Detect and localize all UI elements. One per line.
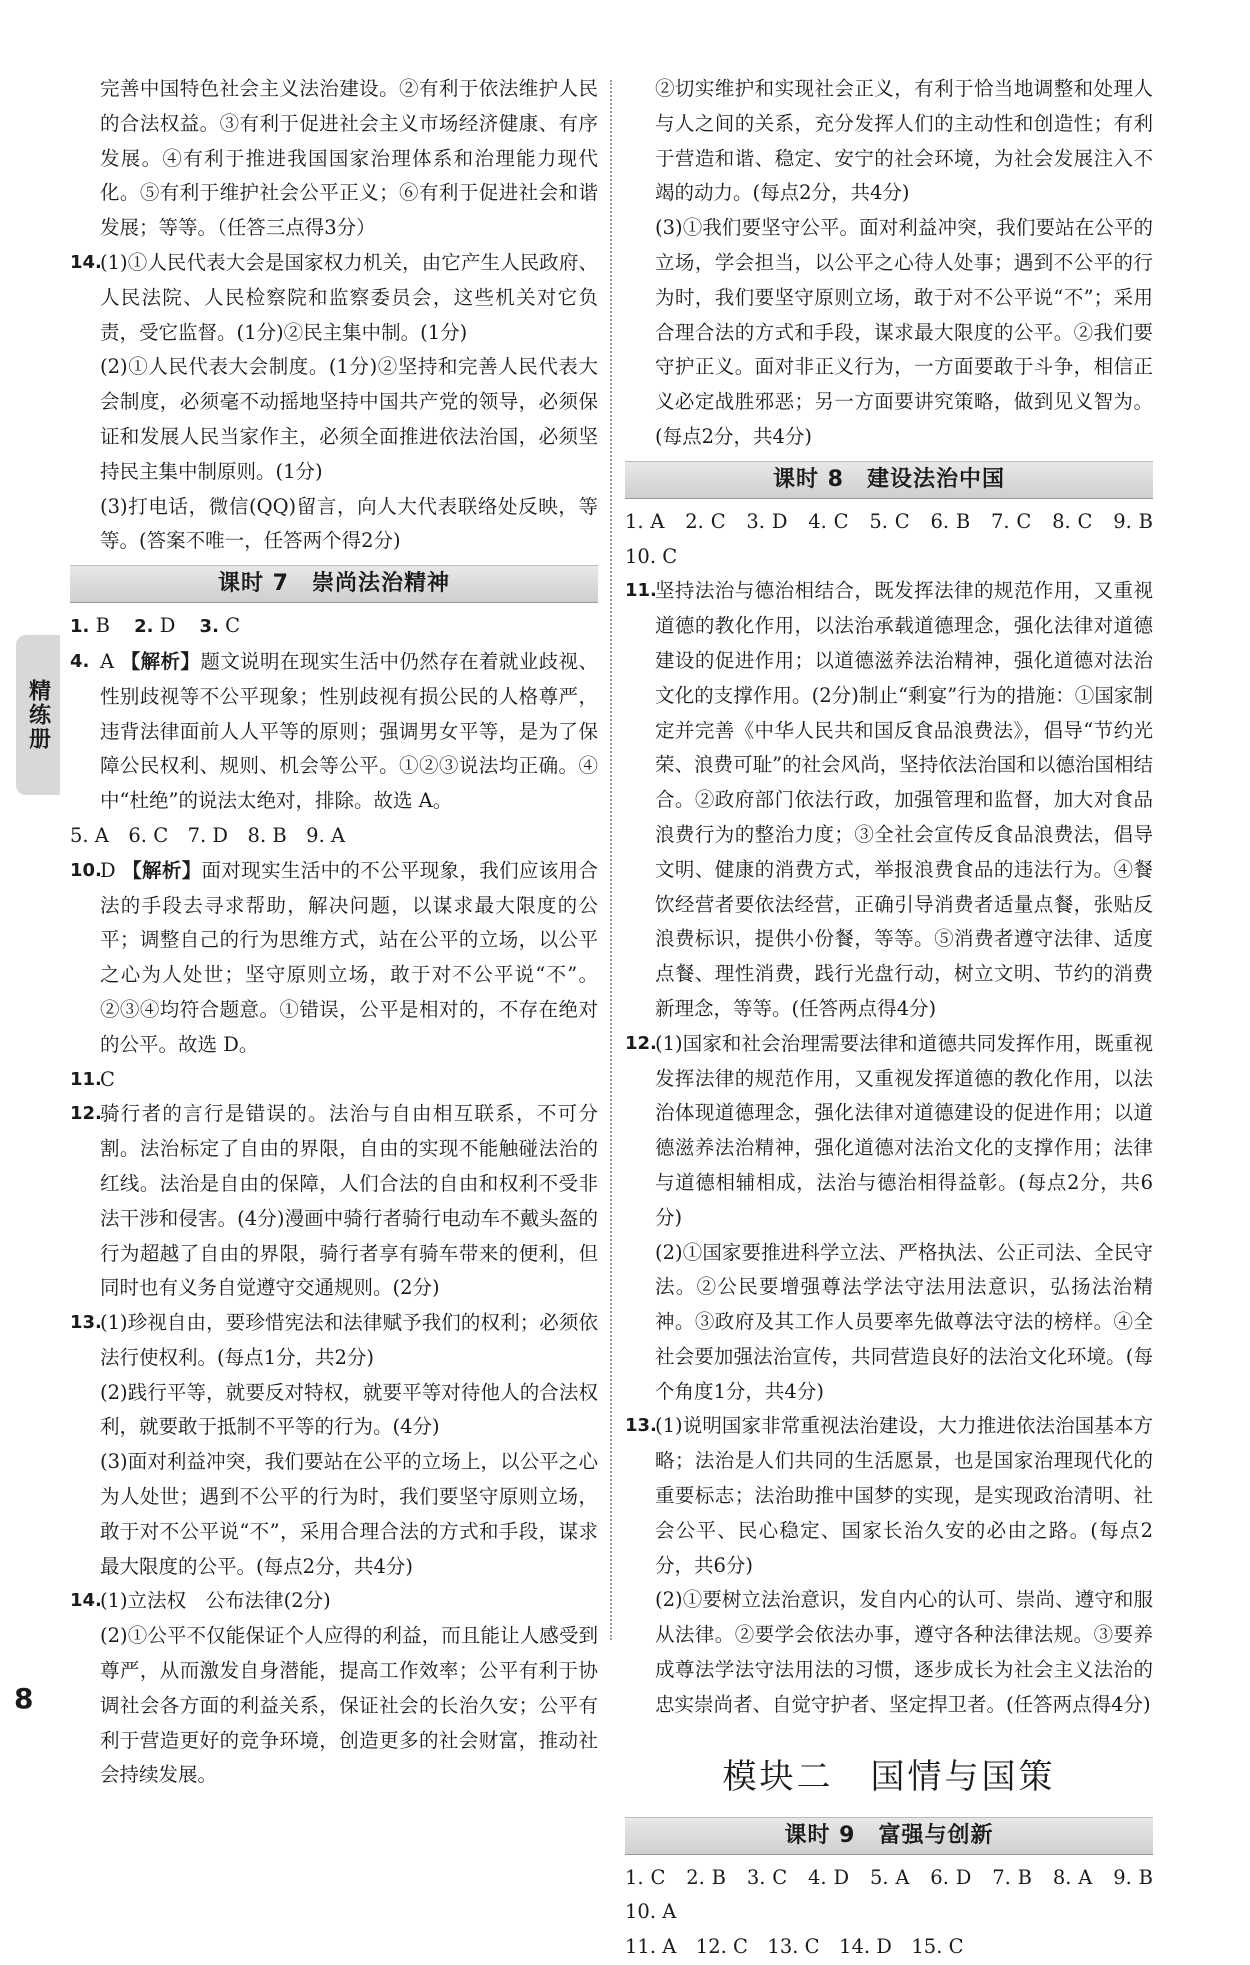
column-divider	[610, 80, 612, 1640]
analysis-tag: 【解析】	[122, 858, 202, 882]
q10-analysis: 面对现实生活中的不公平现象，我们应该用合法的手段去寻求帮助，解决问题，以谋求最大限度的公平；调整自己的行为思维方式，站在公平的立场，以公平之心为人处世；坚守原则立场，敢于对不公平说“不”。②③④均符合题意。①错误，公平是相对的，不存在绝对的公平。故选 D。	[100, 858, 598, 1056]
question-number: 13.	[625, 1415, 657, 1437]
question-number: 12.	[70, 1103, 102, 1125]
question-number: 11.	[625, 580, 657, 602]
question-number: 4.	[70, 650, 90, 672]
q13-part3: (3)面对利益冲突，我们要站在公平的立场上，以公平之心为人处世；遇到不公平的行为时，我们要坚守原则立场，敢于对不公平说“不”，采用合理合法的方式和手段，谋求最大限度的公平。(每点2分，共4分)	[100, 1450, 598, 1578]
module-title: 模块二 国情与国策	[722, 1756, 1056, 1797]
question-number: 10.	[70, 859, 102, 881]
question-14	[70, 246, 598, 350]
right-top-continuation-1: ②切实维护和实现社会正义，有利于恰当地调整和处理人与人之间的关系，充分发挥人们的主动性和创造性；有利于营造和谐、稳定、安宁的社会环境，为社会发展注入不竭的动力。(每点2分，共4分)	[655, 77, 1153, 205]
question-13	[625, 1409, 1153, 1583]
question-12	[625, 1027, 1153, 1236]
q14b-part2: (2)①公平不仅能保证个人应得的利益，而且能让人感受到尊严，从而激发自身潜能，提高工作效率；公平有利于协调社会各方面的利益关系，保证社会的长治久安；公平有利于营造更好的竞争环境，创造更多的社会财富，推动社会持续发展。	[100, 1624, 598, 1787]
question-number: 14.	[70, 1590, 102, 1612]
q13-part1: (1)说明国家非常重视法治建设，大力推进依法治国基本方略；法治是人们共同的生活愿景，也是国家治理现代化的重要标志；法治助推中国梦的实现，是实现政治清明、社会公平、民心稳定、国家长治久安的必由之路。(每点2分，共6分)	[655, 1414, 1153, 1577]
question-number: 13.	[70, 1312, 102, 1334]
q14-part1: (1)①人民代表大会是国家权力机关，由它产生人民政府、人民法院、人民检察院和监察委员会，这些机关对它负责，受它监督。(1分)②民主集中制。(1分)	[100, 250, 598, 344]
q14b-part1: (1)立法权 公布法律(2分)	[100, 1589, 331, 1613]
left-column	[70, 72, 598, 1793]
answers-1-10b: 1. C 2. B 3. C 4. D 5. A 6. D 7. B 8. A 9. B 10. A	[625, 1865, 1173, 1924]
answers-1-10: 1. A 2. C 3. D 4. C 5. C 6. B 7. C 8. C 9. B 10. C	[625, 509, 1173, 568]
q14-part3: (3)打电话，微信(QQ)留言，向人大代表联络处反映，等等。(答案不唯一，任答两个得2分)	[100, 494, 598, 553]
question-10	[70, 854, 598, 1063]
question-number: 14.	[70, 251, 102, 273]
left-top-continuation: 完善中国特色社会主义法治建设。②有利于依法维护人民的合法权益。③有利于促进社会主义市场经济健康、有序发展。④有利于推进我国国家治理体系和治理能力现代化。⑤有利于维护社会公平正义；⑥有利于促进社会和谐发展；等等。（任答三点得3分）	[100, 77, 598, 240]
answers-1-3: 1. B 2. D 3. C	[70, 614, 241, 638]
question-11	[625, 574, 1153, 1026]
q4-analysis: 题文说明在现实生活中仍然存在着就业歧视、性别歧视等不公平现象；性别歧视有损公民的人格尊严，违背法律面前人人平等的原则；强调男女平等，是为了保障公民权利、规则、机会等公平。①②③说法均正确。④中“杜绝”的说法太绝对，排除。故选 A。	[100, 649, 598, 813]
q13-part2: (2)①要树立法治意识，发自内心的认可、崇尚、遵守和服从法律。②要学会依法办事，遵守各种法律法规。③要养成尊法学法守法用法的习惯，逐步成长为社会主义法治的忠实崇尚者、自觉守护者、坚定捍卫者。(任答两点得4分)	[655, 1588, 1153, 1716]
answers-11-15: 11. A 12. C 13. C 14. D 15. C	[625, 1935, 964, 1959]
q13-part2: (2)践行平等，就要反对特权，就要平等对待他人的合法权利，就要敢于抵制不平等的行为。(4分)	[100, 1380, 598, 1439]
right-top-continuation-2: (3)①我们要坚守公平。面对利益冲突，我们要站在公平的立场，学会担当，以公平之心待人处事；遇到不公平的行为时，我们要坚守原则立场，敢于对不公平说“不”；采用合理合法的方式和手段，谋求最大限度的公平。②我们要守护正义。面对非正义行为，一方面要敢于斗争，相信正义必定战胜邪恶；另一方面要讲究策略，做到见义智为。(每点2分，共4分)	[655, 216, 1153, 448]
lesson7-heading: 课时 7 崇尚法治精神	[70, 565, 598, 603]
q12-part1: (1)国家和社会治理需要法律和道德共同发挥作用，既重视发挥法律的规范作用，又重视发挥道德的教化作用，以法治体现道德理念，强化法律对道德建设的促进作用；以道德滋养法治精神，强化道德对法治文化的支撑作用；法律与道德相辅相成，法治与德治相得益彰。(每点2分，共6分)	[655, 1031, 1153, 1229]
answers-5-9: 5. A 6. C 7. D 8. B 9. A	[70, 823, 346, 847]
side-tab-label: 精练册	[16, 635, 60, 795]
analysis-tag: 【解析】	[120, 649, 201, 673]
right-column	[625, 72, 1173, 1965]
q12-part2: (2)①国家要推进科学立法、严格执法、公正司法、全民守法。②公民要增强尊法学法守法用法意识，弘扬法治精神。③政府及其工作人员要率先做尊法守法的榜样。④全社会要加强法治宣传，共同营造良好的法治文化环境。(每个角度1分，共4分)	[655, 1240, 1153, 1403]
question-number: 11.	[70, 1068, 102, 1090]
q4-answer: A	[100, 649, 115, 673]
question-13	[70, 1306, 598, 1376]
q13-part1: (1)珍视自由，要珍惜宪法和法律赋予我们的权利；必须依法行使权利。(每点1分，共2分)	[100, 1311, 598, 1369]
question-12	[70, 1097, 598, 1306]
question-4	[70, 645, 598, 819]
q10-answer: D	[100, 858, 116, 882]
q11-text: 坚持法治与德治相结合，既发挥法律的规范作用，又重视道德的教化作用，以法治承载道德理念，强化法律对道德建设的促进作用；以道德滋养法治精神，强化道德对法治文化的支撑作用。(2分)制止“剩宴”行为的措施：①国家制定并完善《中华人民共和国反食品浪费法》，倡导“节约光荣、浪费可耻”的社会风尚，坚持依法治国和以德治国相结合。②政府部门依法行政，加强管理和监督，加大对食品浪费行为的整治力度；③全社会宣传反食品浪费法，倡导文明、健康的消费方式，举报浪费食品的违法行为。④餐饮经营者要依法经营，正确引导消费者适量点餐，张贴反浪费标识，提供小份餐，等等。⑤消费者遵守法律、适度点餐、理性消费，践行光盘行动，树立文明、节约的消费新理念，等等。(任答两点得4分)	[655, 579, 1153, 1020]
lesson9-heading: 课时 9 富强与创新	[625, 1817, 1153, 1855]
q12-text: 骑行者的言行是错误的。法治与自由相互联系，不可分割。法治标定了自由的界限，自由的实现不能触碰法治的红线。法治是自由的保障，人们合法的自由和权利不受非法干涉和侵害。(4分)漫画中骑行者骑行电动车不戴头盔的行为超越了自由的界限，骑行者享有骑车带来的便利，但同时也有义务自觉遵守交通规则。(2分)	[100, 1102, 598, 1300]
q11-answer: C	[100, 1067, 115, 1091]
q14-part2: (2)①人民代表大会制度。(1分)②坚持和完善人民代表大会制度，必须毫不动摇地坚持中国共产党的领导，必须保证和发展人民当家作主，必须全面推进依法治国，必须坚持民主集中制原则。(1分)	[100, 355, 598, 483]
question-11	[70, 1063, 598, 1098]
page-number: 8	[14, 1682, 34, 1715]
lesson8-heading: 课时 8 建设法治中国	[625, 461, 1153, 499]
question-14b	[70, 1584, 598, 1619]
question-number: 12.	[625, 1032, 657, 1054]
